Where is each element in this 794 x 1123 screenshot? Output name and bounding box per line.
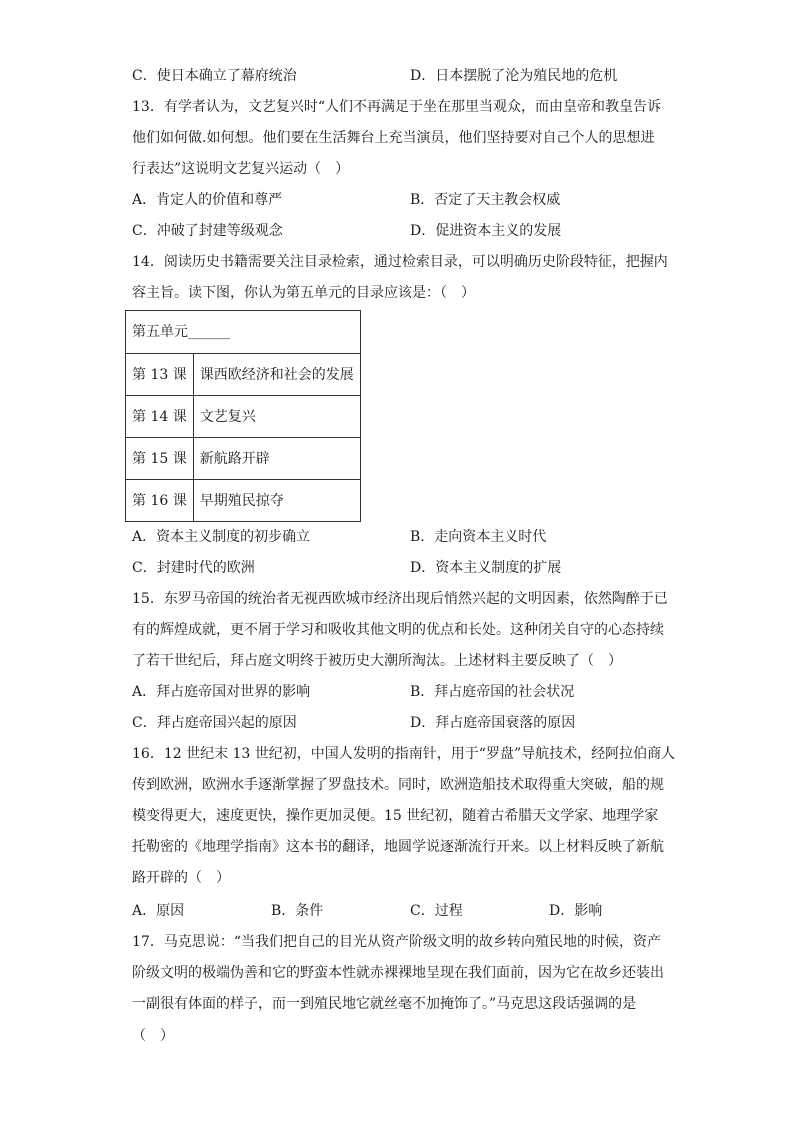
q13-stem-line-1: 13．有学者认为，文艺复兴时“人们不再满足于坐在那里当观众，而由皇帝和教皇告诉 [132, 99, 661, 115]
toc-lesson-title: 课西欧经济和社会的发展 [193, 354, 360, 396]
q16-stem-line-3: 模变得更大，速度更快，操作更加灵便。15 世纪初，随着古希腊天文学家、地理学家 [132, 808, 659, 824]
q14-option-c: C．封建时代的欧洲 [132, 560, 255, 576]
toc-lesson-title: 早期殖民掠夺 [193, 480, 360, 522]
q15-stem-line-1: 15．东罗马帝国的统治者无视西欧城市经济出现后悄然兴起的文明因素，依然陶醉于已 [132, 591, 668, 607]
q17-stem-line-2: 阶级文明的极端伪善和它的野蛮本性就赤裸裸地呈现在我们面前，因为它在故乡还装出 [132, 965, 664, 981]
q15-option-d: D．拜占庭帝国衰落的原因 [410, 715, 576, 731]
toc-row [126, 396, 361, 438]
toc-row [126, 438, 361, 480]
toc-lesson-number: 第 13 课 [126, 354, 194, 396]
q14-option-a: A．资本主义制度的初步确立 [132, 529, 311, 545]
q15-option-a: A．拜占庭帝国对世界的影响 [132, 684, 311, 700]
q13-stem-line-3: 行表达”这说明文艺复兴运动（ ） [132, 161, 350, 177]
q17-stem-line-4: （ ） [132, 1028, 174, 1044]
q17-stem-line-1: 17．马克思说：“当我们把自己的目光从资产阶级文明的故乡转向殖民地的时候，资产 [132, 934, 661, 950]
q13-option-a: A．肯定人的价值和尊严 [132, 192, 283, 208]
q16-stem-line-4: 托勒密的《地理学指南》这本书的翻译，地圆学说逐渐流行开来。以上材料反映了新航 [132, 839, 664, 855]
q12-option-d: D．日本摆脱了沦为殖民地的危机 [410, 68, 618, 84]
q16-option-d: D．影响 [549, 903, 603, 919]
q14-stem-line-2: 容主旨。读下图，你认为第五单元的目录应该是：（ ） [132, 285, 475, 301]
q13-option-c: C．冲破了封建等级观念 [132, 223, 283, 239]
q16-option-b: B．条件 [271, 903, 324, 919]
unit-five-toc-table [125, 310, 361, 522]
toc-row [126, 354, 361, 396]
q16-option-c: C．过程 [410, 903, 463, 919]
q16-stem-line-5: 路开辟的（ ） [132, 870, 230, 886]
toc-row [126, 480, 361, 522]
q13-stem-line-2: 他们如何做.如何想。他们要在生活舞台上充当演员，他们坚持要对自己个人的思想进 [132, 130, 655, 146]
toc-header-row [126, 311, 361, 354]
toc-header: 第五单元______ [126, 311, 361, 354]
toc-lesson-number: 第 16 课 [126, 480, 194, 522]
q13-option-d: D．促进资本主义的发展 [410, 223, 562, 239]
toc-lesson-title: 文艺复兴 [193, 396, 360, 438]
q17-stem-line-3: 一副很有体面的样子，而一到殖民地它就丝毫不加掩饰了。”马克思这段话强调的是 [132, 996, 637, 1012]
q16-option-a: A．原因 [132, 903, 185, 919]
toc-lesson-title: 新航路开辟 [193, 438, 360, 480]
q16-stem-line-1: 16．12 世纪末 13 世纪初，中国人发明的指南针，用于“罗盘”导航技术，经阿拉伯商人 [132, 746, 676, 762]
q13-option-b: B．否定了天主教会权威 [410, 192, 561, 208]
toc-lesson-number: 第 15 课 [126, 438, 194, 480]
q12-option-c: C．使日本确立了幕府统治 [132, 68, 297, 84]
toc-lesson-number: 第 14 课 [126, 396, 194, 438]
q15-stem-line-3: 了若干世纪后，拜占庭文明终于被历史大潮所淘汰。上述材料主要反映了（ ） [132, 653, 622, 669]
q15-stem-line-2: 有的辉煌成就，更不屑于学习和吸收其他文明的优点和长处。这种闭关自守的心态持续 [132, 622, 664, 638]
q15-option-b: B．拜占庭帝国的社会状况 [410, 684, 575, 700]
q14-option-d: D．资本主义制度的扩展 [410, 560, 562, 576]
q15-option-c: C．拜占庭帝国兴起的原因 [132, 715, 297, 731]
q16-stem-line-2: 传到欧洲，欧洲水手逐渐掌握了罗盘技术。同时，欧洲造船技术取得重大突破，船的规 [132, 777, 664, 793]
q14-option-b: B．走向资本主义时代 [410, 529, 547, 545]
q14-stem-line-1: 14．阅读历史书籍需要关注目录检索，通过检索目录，可以明确历史阶段特征，把握内 [132, 254, 668, 270]
